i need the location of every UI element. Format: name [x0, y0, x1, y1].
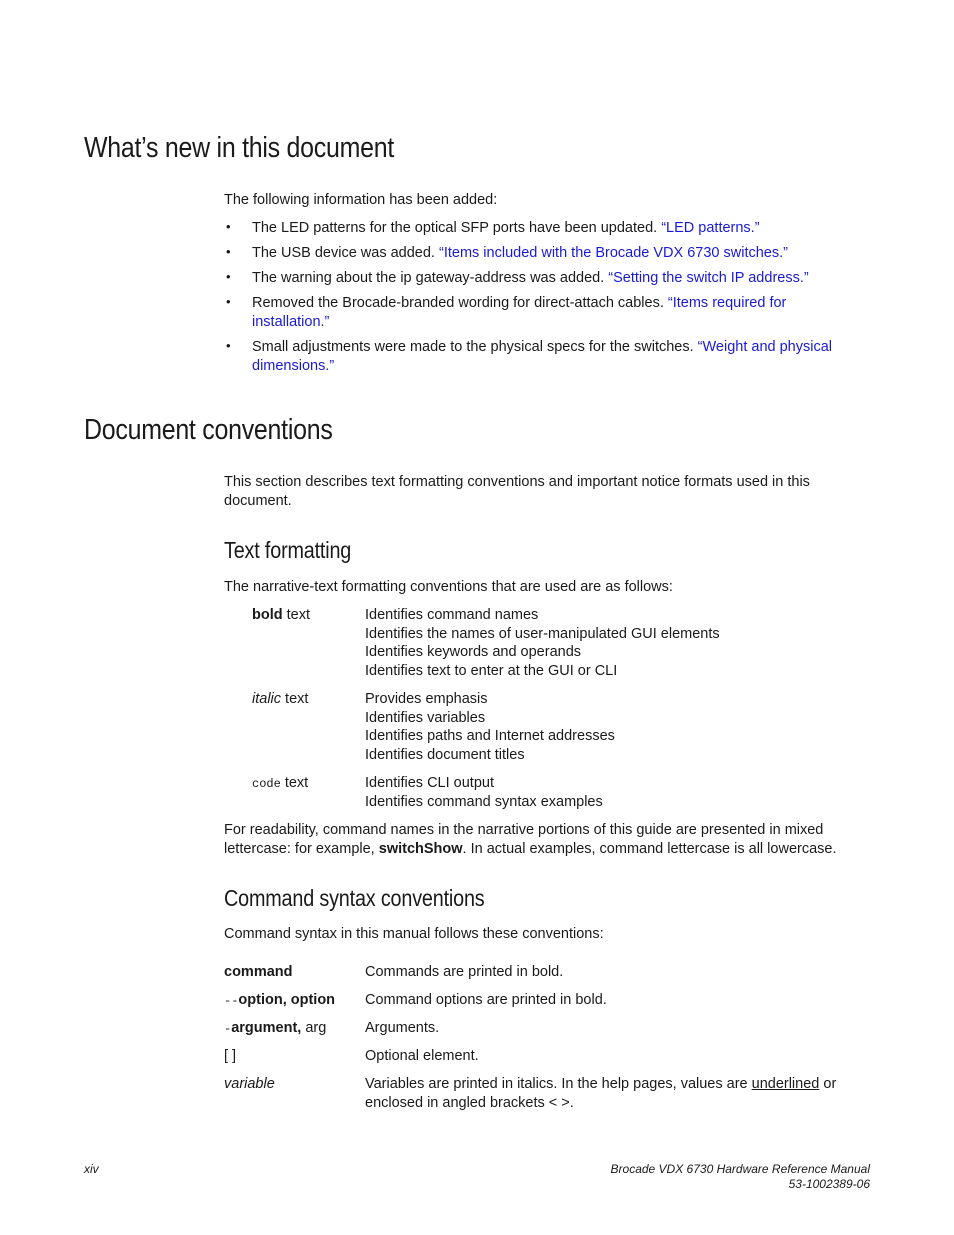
- format-desc-code: Identifies CLI output Identifies command syntax examples: [365, 775, 603, 810]
- link-items-required[interactable]: “Items required for: [667, 295, 787, 311]
- intro-line: document.: [224, 493, 292, 509]
- link-led-patterns[interactable]: “LED patterns.”: [661, 220, 760, 236]
- bullet-text: Removed the Brocade-branded wording for direct-attach cables.: [252, 295, 668, 311]
- link-weight-dimensions-cont[interactable]: dimensions.”: [252, 358, 335, 374]
- syntax-term-optional: [ ]: [224, 1048, 237, 1064]
- link-setting-ip[interactable]: “Setting the switch IP address.”: [608, 270, 809, 286]
- syntax-term-argument: -argument, arg: [224, 1020, 327, 1036]
- text-formatting-intro: The narrative-text formatting conventions that are used are as follows:: [224, 579, 673, 595]
- conventions-intro: [224, 473, 854, 511]
- list-item: [252, 244, 852, 263]
- footer-manual-title: Brocade VDX 6730 Hardware Reference Manual: [610, 1162, 870, 1176]
- syntax-term-variable: variable: [224, 1076, 275, 1092]
- bullet-text: The USB device was added.: [252, 245, 439, 261]
- footer-manual-info: [611, 1162, 870, 1192]
- readability-paragraph: For readability, command names in the narrative portions of this guide are presented in mixed lettercase: for example, switchShow. In actual examples, command lettercase is all lowercase.: [224, 822, 837, 857]
- format-term-code: code text: [252, 775, 309, 791]
- whats-new-intro: The following information has been added:: [224, 192, 498, 208]
- bullet-icon: •: [226, 244, 231, 259]
- command-syntax-intro: Command syntax in this manual follows these conventions:: [224, 926, 604, 942]
- list-item: [252, 338, 852, 376]
- link-weight-dimensions[interactable]: “Weight and physical: [697, 339, 833, 355]
- bullet-text: The LED patterns for the optical SFP ports have been updated.: [252, 220, 662, 236]
- section-heading-document-conventions: Document conventions: [84, 414, 333, 446]
- syntax-term-option: --option, option: [224, 992, 336, 1008]
- footer-page-number: xiv: [84, 1162, 99, 1176]
- syntax-desc-command: Commands are printed in bold.: [365, 964, 564, 980]
- link-items-included[interactable]: “Items included with the Brocade VDX 6730 switches.”: [439, 245, 788, 261]
- section-heading-whats-new: What’s new in this document: [84, 132, 395, 164]
- subsection-heading-command-syntax: Command syntax conventions: [224, 885, 485, 911]
- format-term-bold: bold text: [252, 607, 311, 623]
- list-item: [252, 219, 852, 238]
- syntax-desc-argument: Arguments.: [365, 1020, 440, 1036]
- format-desc-bold: Identifies command names Identifies the names of user-manipulated GUI elements Identifies keywords and operands Identifies text to enter at the GUI or CLI: [365, 607, 720, 679]
- bullet-text: The warning about the ip gateway-address was added.: [252, 270, 609, 286]
- syntax-term-command: command: [224, 964, 293, 980]
- bullet-icon: •: [226, 269, 231, 284]
- list-item: [252, 269, 852, 288]
- intro-line: This section describes text formatting conventions and important notice formats used in this: [224, 474, 810, 490]
- bullet-icon: •: [226, 219, 231, 234]
- format-term-italic: italic text: [252, 691, 309, 707]
- syntax-desc-optional: Optional element.: [365, 1048, 479, 1064]
- subsection-heading-text-formatting: Text formatting: [224, 537, 352, 563]
- bullet-icon: •: [226, 338, 231, 353]
- bullet-icon: •: [226, 294, 231, 309]
- link-items-required-cont[interactable]: installation.”: [252, 314, 330, 330]
- footer-doc-number: 53-1002389-06: [788, 1177, 870, 1191]
- list-item: [252, 294, 852, 332]
- syntax-desc-option: Command options are printed in bold.: [365, 992, 607, 1008]
- format-desc-italic: Provides emphasis Identifies variables Identifies paths and Internet addresses Identifies document titles: [365, 691, 615, 763]
- syntax-desc-variable: Variables are printed in italics. In the help pages, values are underlined or enclosed in angled brackets < >.: [365, 1076, 837, 1111]
- bullet-text: Small adjustments were made to the physical specs for the switches.: [252, 339, 698, 355]
